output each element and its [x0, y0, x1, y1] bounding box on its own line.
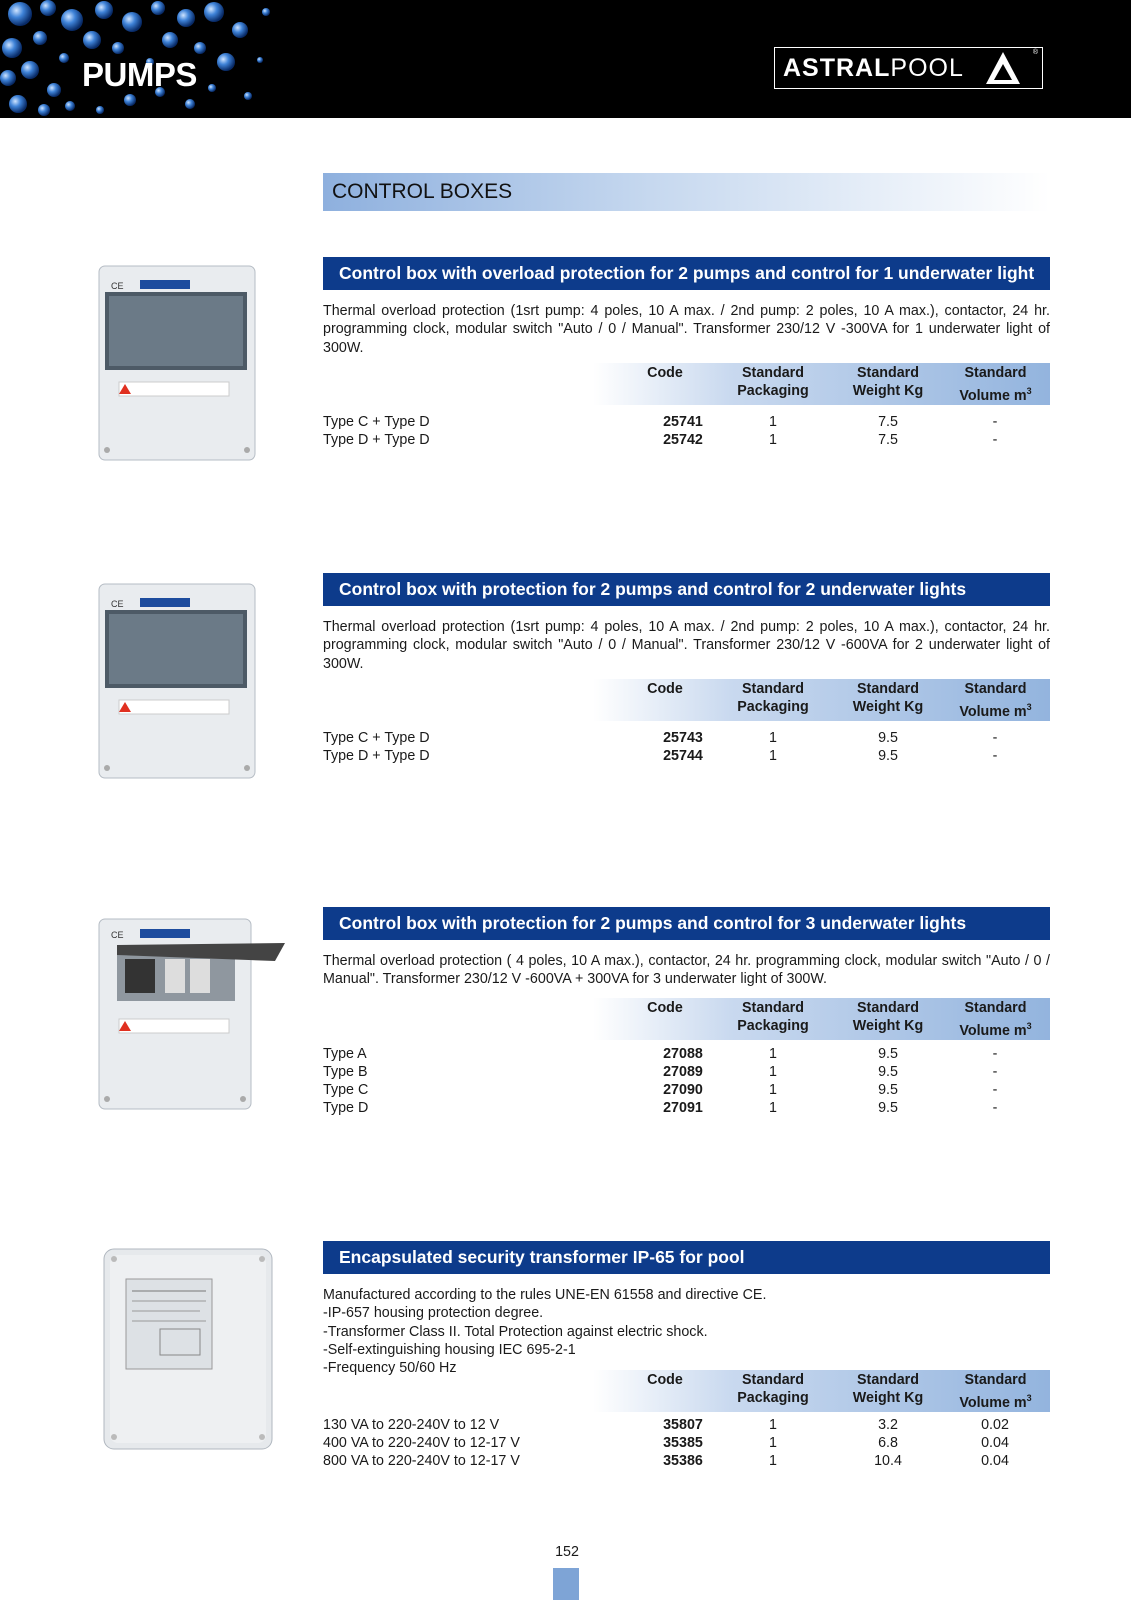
- col-volume: Standard Volume $m^3$: [959, 1372, 1032, 1412]
- col-packaging: Standard Packaging: [737, 1372, 809, 1407]
- col-weight: Standard Weight Kg: [852, 1372, 924, 1407]
- product-control-box-1-light: [323, 257, 1050, 448]
- product-title: Control box with overload protection for 2 pumps and control for 1 underwater light: [323, 257, 1050, 290]
- table-row: 800 VA to 220-240V to 12-17 V 35386 1 10.4 0.04: [323, 1453, 1009, 1469]
- col-code: Code: [647, 365, 683, 381]
- col-packaging: Standard Packaging: [737, 365, 809, 400]
- col-volume: Standard Volume $m^3$: [959, 1000, 1032, 1040]
- page-tab-marker: [553, 1568, 579, 1600]
- col-weight: Standard Weight Kg: [852, 365, 924, 400]
- page-header: [0, 0, 1131, 118]
- product-description: Manufactured according to the rules UNE-EN 61558 and directive CE. -IP-657 housing protection degree. -Transformer Class II. Total Protection against electric shock. -Self-extinguishing housing IEC 695-2-1 -Frequency 50/60 Hz: [323, 1287, 767, 1377]
- table-row: Type D + Type D 25742 1 7.5 -: [323, 432, 998, 448]
- product-photo-control-box-1: [95, 262, 260, 469]
- product-photo-control-box-3: [95, 915, 290, 1120]
- astralpool-triangle-icon: [984, 50, 1022, 86]
- product-title: Control box with protection for 2 pumps and control for 2 underwater lights: [323, 573, 1050, 606]
- table-row: Type C 27090 1 9.5 -: [323, 1082, 998, 1098]
- table-row: 400 VA to 220-240V to 12-17 V 35385 1 6.8 0.04: [323, 1435, 1009, 1451]
- table-row: Type B 27089 1 9.5 -: [323, 1064, 998, 1080]
- col-code: Code: [647, 1000, 683, 1016]
- col-code: Code: [647, 1372, 683, 1388]
- product-photo-control-box-2: [95, 580, 260, 787]
- astralpool-logo: ASTRALPOOL ®: [774, 47, 1043, 89]
- product-title: Encapsulated security transformer IP-65 for pool: [323, 1241, 1050, 1274]
- col-code: Code: [647, 681, 683, 697]
- svg-text:CE: CE: [111, 930, 124, 940]
- table-header: [593, 363, 1050, 405]
- page-category-title: PUMPS: [82, 56, 197, 93]
- col-volume: Standard Volume $m^3$: [959, 365, 1032, 405]
- table-row: Type C + Type D 25743 1 9.5 -: [323, 730, 998, 746]
- product-photo-transformer: [100, 1245, 278, 1460]
- col-weight: Standard Weight Kg: [852, 681, 924, 716]
- col-packaging: Standard Packaging: [737, 1000, 809, 1035]
- product-description: Thermal overload protection (1srt pump: 4 poles, 10 A max. / 2nd pump: 2 poles, 10 A max.), contactor, 24 hr. programming clock, modular switch "Auto / 0 / Manual". Transformer 230/12 V -300VA for 1 underwater light of 300W.: [323, 303, 1050, 356]
- table-row: Type D + Type D 25744 1 9.5 -: [323, 748, 998, 764]
- product-description: Thermal overload protection (1srt pump: 4 poles, 10 A max. / 2nd pump: 2 poles, 10 A max.), contactor, 24 hr. programming clock, modular switch "Auto / 0 / Manual". Transformer 230/12 V -600VA for 2 underwater light of 300W.: [323, 619, 1050, 672]
- svg-text:CE: CE: [111, 281, 124, 291]
- col-weight: Standard Weight Kg: [852, 1000, 924, 1035]
- product-security-transformer: [323, 1241, 1050, 1469]
- table-header: [593, 998, 1050, 1040]
- product-control-box-3-lights: [323, 907, 1050, 1116]
- product-title: Control box with protection for 2 pumps and control for 3 underwater lights: [323, 907, 1050, 940]
- col-volume: Standard Volume $m^3$: [959, 681, 1032, 721]
- col-packaging: Standard Packaging: [737, 681, 809, 716]
- svg-text:CE: CE: [111, 599, 124, 609]
- table-header: [593, 679, 1050, 721]
- product-description: Thermal overload protection ( 4 poles, 10 A max.), contactor, 24 hr. programming clock, modular switch "Auto / 0 / Manual". Transformer 230/12 V -600VA + 300VA for 3 underwater light of 300W.: [323, 953, 1050, 988]
- table-row: Type D 27091 1 9.5 -: [323, 1100, 998, 1116]
- product-control-box-2-lights: [323, 573, 1050, 764]
- table-row: Type A 27088 1 9.5 -: [323, 1046, 998, 1062]
- table-row: 130 VA to 220-240V to 12 V 35807 1 3.2 0.02: [323, 1417, 1009, 1433]
- table-header: [593, 1370, 1050, 1412]
- table-row: Type C + Type D 25741 1 7.5 -: [323, 414, 998, 430]
- section-title: CONTROL BOXES: [323, 173, 1050, 211]
- page-number: 152: [555, 1544, 579, 1560]
